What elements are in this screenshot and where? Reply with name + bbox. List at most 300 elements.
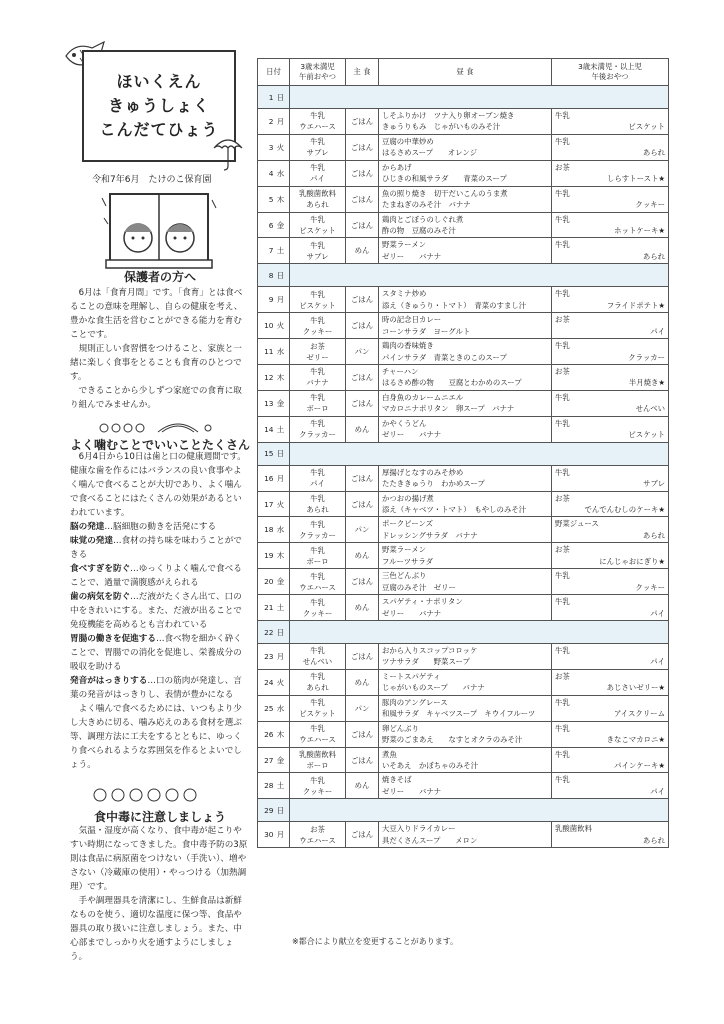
am-snack-cell bbox=[290, 134, 346, 160]
chew-item bbox=[70, 562, 250, 590]
weekday: 金 bbox=[276, 398, 285, 408]
am-snack-item: 牛乳 bbox=[310, 163, 325, 173]
lunch-item: はるさめ酢の物 豆腐とわかめのスープ bbox=[382, 378, 522, 388]
holiday-cell bbox=[290, 264, 669, 287]
lunch-item: コーンサラダ ヨーグルト bbox=[382, 326, 471, 336]
lunch-item: じゃがいものスープ バナナ bbox=[382, 683, 485, 693]
am-snack-item: パイ bbox=[310, 479, 325, 489]
lunch-item: 焼きそば bbox=[382, 775, 412, 785]
am-snack-item: 牛乳 bbox=[310, 419, 325, 429]
lunch-item: 具だくさんスープ メロン bbox=[382, 835, 478, 845]
staple-cell: ごはん bbox=[346, 313, 379, 339]
am-snack-cell bbox=[290, 669, 346, 695]
holiday-cell bbox=[290, 86, 669, 109]
am-snack-cell bbox=[290, 465, 346, 491]
date-cell bbox=[258, 517, 290, 543]
date-cell bbox=[258, 442, 290, 465]
lunch-cell bbox=[379, 669, 552, 695]
pm-snack-cell bbox=[552, 595, 669, 621]
pm-snack-cell bbox=[552, 287, 669, 313]
staple-cell: ごはん bbox=[346, 186, 379, 212]
am-snack-cell bbox=[290, 109, 346, 135]
lunch-item: スパゲティ・ナポリタン bbox=[382, 597, 463, 607]
staple-cell: ごはん bbox=[346, 491, 379, 517]
am-snack-item: クラッカー bbox=[299, 430, 336, 440]
lunch-cell bbox=[379, 339, 552, 365]
staple-cell: パン bbox=[346, 695, 379, 721]
lunch-item: 野菜ラーメン bbox=[382, 545, 426, 555]
am-snack-item: 牛乳 bbox=[310, 775, 325, 785]
lunch-item: 時の記念日カレー bbox=[382, 315, 442, 325]
pm-snack-item: サブレ bbox=[643, 479, 665, 489]
day-number: 3 bbox=[268, 142, 274, 152]
staple-cell: ごはん bbox=[346, 465, 379, 491]
weekday: 月 bbox=[276, 116, 285, 126]
pm-snack-cell bbox=[552, 721, 669, 747]
day-number: 13 bbox=[264, 398, 274, 408]
table-row bbox=[258, 416, 669, 442]
chew-item-text: …食べ物を細かく砕くことで、胃腸での消化を促進し、栄養成分の吸収を助ける bbox=[70, 634, 242, 672]
weekday: 金 bbox=[276, 755, 285, 765]
holiday-cell bbox=[290, 621, 669, 644]
weekday: 土 bbox=[276, 246, 285, 256]
date-cell bbox=[258, 644, 290, 670]
change-note: ※都合により献立を変更することがあります。 bbox=[292, 937, 459, 946]
holiday-row bbox=[258, 86, 669, 109]
am-snack-cell bbox=[290, 644, 346, 670]
lunch-item: しそふりかけ ツナ入り卵オーブン焼き bbox=[382, 110, 515, 120]
weekday: 日 bbox=[276, 270, 285, 280]
day-number: 12 bbox=[264, 372, 274, 382]
staple-cell: ごはん bbox=[346, 569, 379, 595]
pm-snack-cell bbox=[552, 773, 669, 799]
title-line-3: こんだてひょう bbox=[99, 120, 219, 139]
am-snack-cell bbox=[290, 822, 346, 848]
header-pm-snack-text: 3歳未満児・以上児 午後おやつ bbox=[578, 62, 642, 81]
table-row bbox=[258, 212, 669, 238]
lunch-item: スタミナ炒め bbox=[382, 289, 427, 299]
header-pm-snack bbox=[552, 59, 669, 86]
am-snack-item: ビスケット bbox=[299, 709, 336, 719]
lunch-cell bbox=[379, 186, 552, 212]
lunch-item: いそあえ かぼちゃのみそ汁 bbox=[382, 761, 479, 771]
lunch-cell bbox=[379, 390, 552, 416]
day-number: 7 bbox=[268, 246, 274, 256]
lunch-cell bbox=[379, 365, 552, 391]
day-number: 15 bbox=[264, 449, 274, 459]
menu-table-body bbox=[258, 86, 669, 848]
staple-cell: ごはん bbox=[346, 160, 379, 186]
parents-paragraph: 6月は「食育月間」です。「食育」とは食べることの意味を理解し、自らの健康を考え、豊かな食生活を営むことができる能力を育むことです。 bbox=[70, 288, 243, 340]
am-snack-item: 乳酸菌飲料 bbox=[299, 189, 336, 199]
pm-snack-cell bbox=[552, 339, 669, 365]
pm-drink: 牛乳 bbox=[555, 697, 570, 707]
am-snack-item: ウエハース bbox=[299, 582, 336, 592]
am-snack-cell bbox=[290, 212, 346, 238]
pm-drink: 牛乳 bbox=[555, 723, 570, 733]
am-snack-item: 牛乳 bbox=[310, 646, 325, 656]
table-row bbox=[258, 313, 669, 339]
chew-intro: 6月4日から10日は歯と口の健康週間です。健康な歯を作るにはバランスの良い食事やよく噛んで食べることが大切であり、よく噛んで食べることにはたくさんの効果があるといわれています。 bbox=[70, 452, 246, 518]
am-snack-cell bbox=[290, 339, 346, 365]
pm-snack-item: 半月焼き★ bbox=[628, 378, 665, 388]
table-row bbox=[258, 721, 669, 747]
staple-cell: ごはん bbox=[346, 822, 379, 848]
day-number: 19 bbox=[264, 551, 274, 561]
lunch-item: 卵どんぶり bbox=[382, 723, 419, 733]
date-line: 令和7年6月 たけのこ保育園 bbox=[92, 175, 212, 185]
pm-snack-item: クッキー bbox=[635, 200, 665, 210]
day-number: 8 bbox=[268, 270, 274, 280]
pm-snack-item: あじさいゼリー★ bbox=[606, 683, 665, 693]
chew-item-label: 味覚の発達 bbox=[70, 536, 113, 546]
pm-drink: 野菜ジュース bbox=[555, 519, 599, 529]
parents-paragraph: できることから少しずつ家庭での食育に取り組んでみませんか。 bbox=[70, 386, 242, 410]
weekday: 水 bbox=[276, 168, 285, 178]
chew-item bbox=[70, 520, 250, 534]
date-cell bbox=[258, 822, 290, 848]
weekday: 木 bbox=[276, 551, 285, 561]
am-snack-item: クッキー bbox=[302, 786, 333, 796]
pm-snack-cell bbox=[552, 543, 669, 569]
chew-outro: よく噛んで食べるためには、いつもより少し大きめに切る、噛み応えのある食材を選ぶ等、調理方法に工夫をするとともに、ゆっくり食べられるような雰囲気を作るとよいでしょう。 bbox=[70, 704, 242, 770]
date-cell bbox=[258, 416, 290, 442]
staple-cell: ごはん bbox=[346, 747, 379, 773]
pm-snack-cell bbox=[552, 747, 669, 773]
lunch-item: 和風サラダ キャベツスープ キウイフルーツ bbox=[382, 709, 536, 719]
pm-drink: 牛乳 bbox=[555, 392, 570, 402]
am-snack-item: 牛乳 bbox=[310, 698, 325, 708]
day-number: 21 bbox=[264, 603, 274, 613]
faces-decoration-icon bbox=[92, 788, 212, 802]
weekday: 水 bbox=[276, 703, 285, 713]
parents-section-text bbox=[70, 286, 250, 412]
lunch-item: 厚揚げとなすのみそ炒め bbox=[382, 467, 464, 477]
am-snack-item: 牛乳 bbox=[310, 519, 325, 529]
am-snack-item: ビスケット bbox=[299, 300, 336, 310]
pm-drink: お茶 bbox=[555, 366, 570, 376]
pm-snack-item: パインケーキ★ bbox=[614, 761, 665, 771]
am-snack-cell bbox=[290, 721, 346, 747]
lunch-item: 三色どんぶり bbox=[382, 571, 427, 581]
pm-drink: 牛乳 bbox=[555, 597, 570, 607]
day-number: 20 bbox=[264, 577, 274, 587]
weekday: 月 bbox=[276, 651, 285, 661]
weekday: 火 bbox=[276, 677, 285, 687]
pm-snack-item: パイ bbox=[650, 786, 665, 796]
pm-snack-item: フライドポテト★ bbox=[606, 300, 665, 310]
pm-snack-item: あられ bbox=[642, 251, 665, 261]
weekday: 土 bbox=[276, 781, 285, 791]
weekday: 水 bbox=[276, 347, 285, 357]
chew-item bbox=[70, 590, 250, 632]
date-cell bbox=[258, 621, 290, 644]
day-number: 17 bbox=[264, 499, 274, 509]
chew-item bbox=[70, 674, 250, 702]
am-snack-item: ビスケット bbox=[299, 226, 336, 235]
lunch-item: 豆腐のみそ汁 ゼリー bbox=[382, 582, 456, 592]
date-cell bbox=[258, 595, 290, 621]
day-number: 14 bbox=[264, 424, 274, 434]
pm-drink: 牛乳 bbox=[555, 214, 570, 224]
header-staple: 主 食 bbox=[346, 59, 379, 86]
date-cell bbox=[258, 365, 290, 391]
lunch-item: おから入りスコップコロッケ bbox=[382, 645, 478, 655]
am-snack-item: ボーロ bbox=[306, 404, 329, 414]
staple-cell: ごはん bbox=[346, 390, 379, 416]
date-cell bbox=[258, 747, 290, 773]
rainbow-decoration-icon bbox=[98, 420, 218, 434]
chew-item-text: …ゆっくりよく噛んで食べることで、過量で満腹感がえられる bbox=[70, 564, 242, 588]
chew-item-text: …だ液がたくさん出て、口の中をきれいにする。また、だ液が出ることで免疫機能を高めるとも言われている bbox=[70, 592, 242, 630]
lunch-item: 魚の照り焼き 切干だいこんのうま煮 bbox=[382, 188, 508, 198]
pm-drink: お茶 bbox=[555, 315, 570, 325]
pm-drink: お茶 bbox=[555, 493, 570, 503]
food-poisoning-section-title: 食中毒に注意しましょう bbox=[93, 810, 226, 824]
pm-drink: お茶 bbox=[555, 545, 570, 555]
header-lunch: 昼 食 bbox=[379, 59, 552, 86]
weekday: 水 bbox=[276, 525, 285, 535]
lunch-item: ゼリー バナナ bbox=[382, 430, 442, 440]
pm-drink: 牛乳 bbox=[555, 110, 570, 120]
table-row bbox=[258, 390, 669, 416]
table-row bbox=[258, 773, 669, 799]
am-snack-item: ゼリー bbox=[306, 352, 329, 362]
am-snack-cell bbox=[290, 238, 346, 264]
lunch-cell bbox=[379, 134, 552, 160]
lunch-cell bbox=[379, 644, 552, 670]
am-snack-cell bbox=[290, 543, 346, 569]
table-row bbox=[258, 644, 669, 670]
table-row bbox=[258, 569, 669, 595]
lunch-item: ひじきの和風サラダ 青菜のスープ bbox=[382, 174, 507, 184]
lunch-item: からあげ bbox=[382, 162, 412, 172]
pm-drink: 牛乳 bbox=[555, 136, 570, 146]
lunch-item: 鶏肉とごぼうのしぐれ煮 bbox=[382, 214, 464, 224]
chew-item-text: …食材の持ち味を味わうことができる bbox=[70, 536, 242, 560]
weekday: 日 bbox=[276, 92, 285, 102]
am-snack-item: サブレ bbox=[306, 251, 329, 261]
am-snack-item: 牛乳 bbox=[310, 240, 325, 250]
pm-snack-cell bbox=[552, 313, 669, 339]
lunch-item: 白身魚のカレームニエル bbox=[382, 392, 464, 402]
lunch-cell bbox=[379, 212, 552, 238]
lunch-item: ゼリー バナナ bbox=[382, 251, 442, 261]
pm-drink: 牛乳 bbox=[555, 571, 570, 581]
am-snack-cell bbox=[290, 186, 346, 212]
chew-item-text: …口の筋肉が発達し、言葉の発音がはっきりし、表情が豊かになる bbox=[70, 676, 242, 700]
header-am-snack-text: 3歳未満児 午前おやつ bbox=[299, 62, 336, 81]
am-snack-item: ウエハース bbox=[299, 122, 336, 132]
am-snack-item: ボーロ bbox=[306, 556, 329, 566]
staple-cell: ごはん bbox=[346, 287, 379, 313]
staple-cell: ごはん bbox=[346, 365, 379, 391]
weekday: 木 bbox=[276, 194, 285, 204]
weekday: 月 bbox=[276, 295, 285, 305]
table-row bbox=[258, 747, 669, 773]
lunch-item: ポークビーンズ bbox=[382, 519, 434, 529]
am-snack-item: 牛乳 bbox=[310, 571, 325, 581]
table-row bbox=[258, 822, 669, 848]
am-snack-cell bbox=[290, 287, 346, 313]
am-snack-cell bbox=[290, 365, 346, 391]
holiday-cell bbox=[290, 799, 669, 822]
lunch-item: かつおの揚げ煮 bbox=[382, 493, 434, 503]
header-am-snack bbox=[290, 59, 346, 86]
am-snack-item: あられ bbox=[306, 505, 329, 515]
table-row bbox=[258, 287, 669, 313]
holiday-cell bbox=[290, 442, 669, 465]
chew-item-text: …脳細胞の動きを活発にする bbox=[104, 522, 217, 532]
am-snack-item: ウエハース bbox=[299, 835, 336, 845]
food-poisoning-section-text bbox=[70, 824, 250, 964]
weekday: 火 bbox=[276, 142, 285, 152]
staple-cell: ごはん bbox=[346, 109, 379, 135]
date-cell bbox=[258, 264, 290, 287]
date-cell bbox=[258, 799, 290, 822]
date-cell bbox=[258, 721, 290, 747]
pm-drink: 牛乳 bbox=[555, 467, 570, 477]
am-snack-item: サブレ bbox=[306, 148, 329, 158]
day-number: 30 bbox=[264, 830, 274, 840]
lunch-cell bbox=[379, 517, 552, 543]
day-number: 10 bbox=[264, 321, 274, 331]
food-paragraph: 気温・湿度が高くなり、食中毒が起こりやすい時期になってきました。食中毒予防の3原則は食品に病原菌をつけない（手洗い）、増やさない（冷蔵庫の使用）・やっつける（加熱調理）です。 bbox=[70, 826, 248, 892]
lunch-item: 酢の物 豆腐のみそ汁 bbox=[382, 226, 456, 235]
lunch-item: 野菜ラーメン bbox=[382, 240, 426, 250]
pm-snack-cell bbox=[552, 569, 669, 595]
pm-snack-item: ビスケット bbox=[628, 122, 665, 132]
table-row bbox=[258, 695, 669, 721]
day-number: 22 bbox=[264, 627, 274, 637]
date-cell bbox=[258, 313, 290, 339]
pm-drink: 牛乳 bbox=[555, 749, 570, 759]
lunch-item: パインサラダ 青菜ときのこのスープ bbox=[382, 352, 507, 362]
table-row bbox=[258, 543, 669, 569]
pm-snack-item: ホットケーキ★ bbox=[614, 226, 665, 235]
am-snack-item: 牛乳 bbox=[310, 367, 325, 377]
am-snack-cell bbox=[290, 773, 346, 799]
pm-snack-cell bbox=[552, 238, 669, 264]
lunch-cell bbox=[379, 569, 552, 595]
pm-drink: お茶 bbox=[555, 671, 570, 681]
pm-snack-item: きなこマカロニ★ bbox=[606, 735, 665, 745]
chew-item-label: 食べすぎを防ぐ bbox=[70, 564, 131, 574]
lunch-cell bbox=[379, 695, 552, 721]
pm-snack-item: パイ bbox=[650, 608, 665, 618]
date-cell bbox=[258, 491, 290, 517]
staple-cell: ごはん bbox=[346, 644, 379, 670]
lunch-item: はるさめスープ オレンジ bbox=[382, 148, 477, 158]
am-snack-item: クッキー bbox=[302, 608, 333, 618]
am-snack-item: あられ bbox=[306, 683, 329, 693]
table-row bbox=[258, 365, 669, 391]
pm-snack-item: でんでんむしのケーキ★ bbox=[584, 505, 665, 515]
weekday: 土 bbox=[276, 603, 285, 613]
pm-snack-cell bbox=[552, 669, 669, 695]
lunch-cell bbox=[379, 416, 552, 442]
day-number: 1 bbox=[268, 92, 274, 102]
day-number: 2 bbox=[268, 116, 274, 126]
am-snack-item: 牛乳 bbox=[310, 393, 325, 403]
am-snack-item: 牛乳 bbox=[310, 111, 325, 121]
am-snack-cell bbox=[290, 695, 346, 721]
am-snack-cell bbox=[290, 416, 346, 442]
holiday-row bbox=[258, 442, 669, 465]
staple-cell: ごはん bbox=[346, 134, 379, 160]
date-cell bbox=[258, 134, 290, 160]
lunch-item: 添え（きゅうり・トマト） 青菜のすまし汁 bbox=[382, 300, 527, 310]
date-cell bbox=[258, 186, 290, 212]
staple-cell: めん bbox=[346, 773, 379, 799]
day-number: 4 bbox=[268, 168, 274, 178]
holiday-row bbox=[258, 799, 669, 822]
am-snack-item: クラッカー bbox=[299, 530, 336, 540]
am-snack-cell bbox=[290, 595, 346, 621]
pm-snack-item: クッキー bbox=[635, 582, 665, 592]
pm-snack-cell bbox=[552, 491, 669, 517]
lunch-item: きゅうりもみ じゃがいものみそ汁 bbox=[382, 122, 501, 132]
day-number: 23 bbox=[264, 651, 274, 661]
day-number: 24 bbox=[264, 677, 274, 687]
am-snack-item: 牛乳 bbox=[310, 545, 325, 555]
chew-section-title: よく噛むことでいいことたくさん bbox=[70, 438, 251, 452]
weekday: 月 bbox=[276, 830, 285, 840]
am-snack-cell bbox=[290, 160, 346, 186]
am-snack-item: クッキー bbox=[302, 326, 333, 336]
weekday: 日 bbox=[276, 805, 285, 815]
pm-snack-item: あられ bbox=[642, 835, 665, 845]
chew-item bbox=[70, 632, 250, 674]
pm-drink: 牛乳 bbox=[555, 645, 570, 655]
pm-snack-item: あられ bbox=[642, 148, 665, 158]
am-snack-item: ウエハース bbox=[299, 735, 336, 745]
title-line-1: ほいくえん bbox=[116, 72, 202, 91]
lunch-cell bbox=[379, 773, 552, 799]
date-cell bbox=[258, 212, 290, 238]
pm-snack-item: パイ bbox=[650, 326, 665, 336]
table-row bbox=[258, 186, 669, 212]
lunch-cell bbox=[379, 287, 552, 313]
chew-item-label: 脳の発達 bbox=[70, 522, 105, 532]
lunch-item: 豚肉のアングレース bbox=[382, 697, 448, 707]
pm-snack-cell bbox=[552, 365, 669, 391]
lunch-item: 鶏肉の香味焼き bbox=[382, 341, 434, 351]
lunch-item: ドレッシングサラダ バナナ bbox=[382, 530, 478, 540]
am-snack-item: せんべい bbox=[302, 657, 333, 667]
pm-snack-cell bbox=[552, 465, 669, 491]
weekday: 木 bbox=[276, 729, 285, 739]
chew-section-text bbox=[70, 450, 250, 772]
table-row bbox=[258, 160, 669, 186]
header-date: 日付 bbox=[258, 59, 290, 86]
parents-paragraph: 規則正しい食習慣をつけること、家族と一緒に楽しく食事をとることも食育のひとつです。 bbox=[70, 344, 242, 382]
am-snack-cell bbox=[290, 569, 346, 595]
weekday: 日 bbox=[276, 449, 285, 459]
pm-snack-item: パイ bbox=[650, 657, 665, 667]
date-cell bbox=[258, 160, 290, 186]
day-number: 6 bbox=[268, 220, 274, 230]
pm-drink: 牛乳 bbox=[555, 188, 570, 198]
table-row bbox=[258, 491, 669, 517]
table-row bbox=[258, 109, 669, 135]
lunch-item: 豆腐の中華炒め bbox=[382, 136, 434, 146]
pm-snack-cell bbox=[552, 134, 669, 160]
table-row bbox=[258, 339, 669, 365]
menu-table-container bbox=[257, 58, 668, 848]
lunch-cell bbox=[379, 747, 552, 773]
lunch-item: かやくうどん bbox=[382, 418, 427, 428]
